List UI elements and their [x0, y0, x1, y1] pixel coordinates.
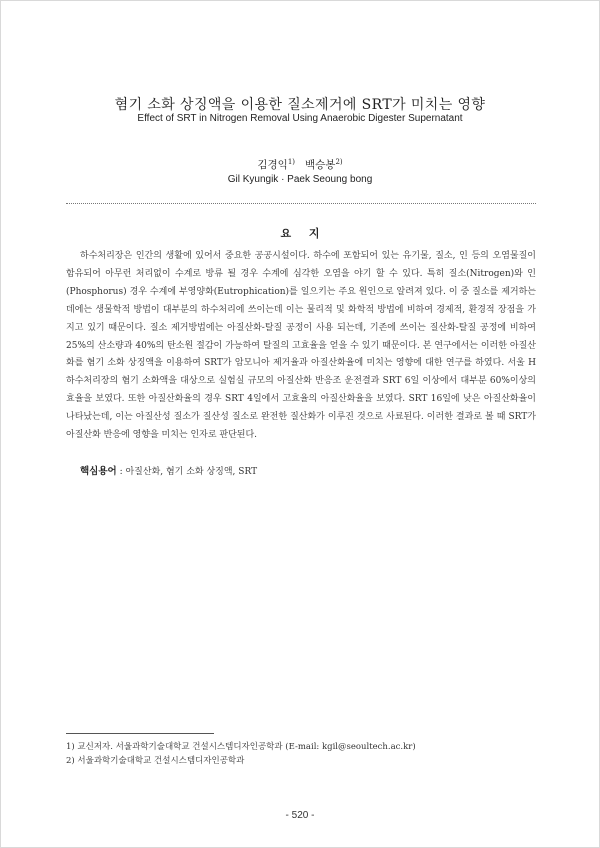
author-1-name: 김경익: [257, 159, 288, 171]
authors-english: Gil Kyungik · Paek Seoung bong: [227, 174, 373, 185]
abstract-body: 하수처리장은 인간의 생활에 있어서 중요한 공공시설이다. 하수에 포함되어 있는 유기물, 질소, 인 등의 오염물질이 함유되어 아무런 처리없이 수계로 방류 될 경우 수계에 심각한 오염을 야기 할 수 있다. 특히 질소(Nitrogen)와 인(Phosphorus) 경우 수계에 부영양화(Eutrophication)를 일으키는 주요 원인으로 알려져 있다. 이 중 질소를 제거하는데에는 생물학적 방법이 대부분의 하수처리에 쓰이는데 이는 물리적 및 화학적 방법에 비하여 경제적, 환경적 장점을 가지고 있기 때문이다. 질소 제거방법에는 아질산화-탈질 공정이 사용 되는데, 기존에 쓰이는 질산화-탈질 공정에 비하여 25%의 산소량과 40%의 탄소원 절감이 가능하여 탈질의 고효율을 얻을 수 있기 때문이다. 본 연구에서는 이러한 아질산화를 혐기 소화 상징액을 이용하여 SRT가 암모니아 제거율과 아질산화율에 미치는 영향에 대한 연구를 하였다. 서울 H 하수처리장의 혐기 소화액을 대상으로 실험실 규모의 아질산화 반응조 운전결과 SRT 6일 이상에서 대부분 60%이상의 효율을 보였다. 또한 아질산화율의 경우 SRT 4일에서 고효율의 아질산화율을 보였다. SRT 16일에 낮은 아질산화율이 나타났는데, 이는 아질산성 질소가 질산성 질소로 완전한 질산화가 이루진 것으로 사료된다. 이러한 결과로 볼 때 SRT가 아질산화 반응에 영향을 미치는 인자로 판단된다.: [66, 251, 536, 441]
footnote-rule: [66, 733, 214, 734]
keywords-separator: :: [116, 467, 126, 477]
keywords-terms: 아질산화, 혐기 소화 상징액, SRT: [125, 467, 258, 477]
footnote-2: 2) 서울과학기술대학교 건설시스템디자인공학과: [66, 756, 245, 766]
keywords-label: 핵심용어: [80, 466, 117, 477]
author-2-name: 백승봉: [305, 159, 336, 171]
authors-korean: [0, 157, 600, 172]
author-2-footnote-mark: 2): [335, 158, 343, 166]
keywords-line: [80, 463, 536, 477]
abstract-heading: 요 지: [280, 227, 320, 240]
paper-title-korean: 혐기 소화 상징액을 이용한 질소제거에 SRT가 미치는 영향: [114, 97, 486, 113]
paper-title-english: Effect of SRT in Nitrogen Removal Using Anaerobic Digester Supernatant: [137, 113, 463, 124]
page-number: - 520 -: [285, 810, 315, 821]
footnote-1: 1) 교신저자. 서울과학기술대학교 건설시스템디자인공학과 (E-mail: kgil@seoultech.ac.kr): [66, 742, 416, 752]
author-1-footnote-mark: 1): [287, 158, 295, 166]
dotted-divider: [66, 203, 536, 204]
